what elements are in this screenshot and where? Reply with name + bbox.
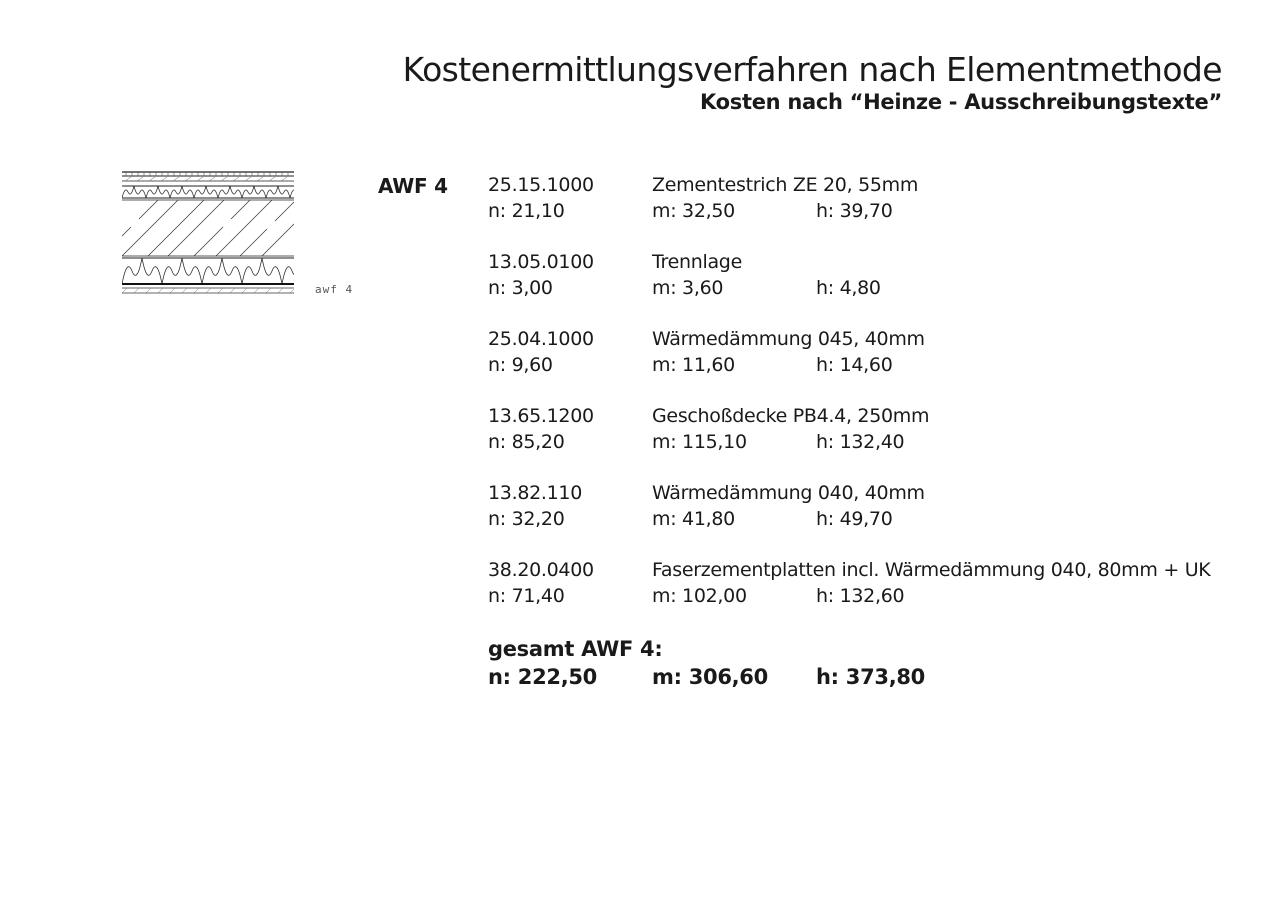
entry-value-m: m: 102,00 xyxy=(652,585,747,607)
entry-value-h: h: 49,70 xyxy=(816,508,893,530)
total-value-n: n: 222,50 xyxy=(488,665,597,689)
entry-value-m: m: 32,50 xyxy=(652,200,735,222)
page-subtitle: Kosten nach “Heinze - Ausschreibungstexte” xyxy=(700,90,1222,114)
entry-value-n: n: 32,20 xyxy=(488,508,565,530)
entry-description: Trennlage xyxy=(652,251,742,273)
entry-value-n: n: 21,10 xyxy=(488,200,565,222)
entry-description: Zementestrich ZE 20, 55mm xyxy=(652,174,919,196)
entry-code: 13.65.1200 xyxy=(488,405,594,427)
entry-value-h: h: 132,40 xyxy=(816,431,905,453)
entry-value-m: m: 41,80 xyxy=(652,508,735,530)
entry-description: Geschoßdecke PB4.4, 250mm xyxy=(652,405,930,427)
entry-code: 13.82.110 xyxy=(488,482,582,504)
entry-value-m: m: 115,10 xyxy=(652,431,747,453)
entry-value-n: n: 85,20 xyxy=(488,431,565,453)
diagram-label: awf 4 xyxy=(315,283,354,296)
entry-description: Wärmedämmung 045, 40mm xyxy=(652,328,925,350)
entry-code: 38.20.0400 xyxy=(488,559,594,581)
entry-value-n: n: 9,60 xyxy=(488,354,553,376)
page-title: Kostenermittlungsverfahren nach Elementmethode xyxy=(402,50,1222,89)
entry-code: 25.04.1000 xyxy=(488,328,594,350)
insulation-layer-bottom xyxy=(122,258,294,284)
entry-value-h: h: 132,60 xyxy=(816,585,905,607)
entry-value-n: n: 71,40 xyxy=(488,585,565,607)
concrete-slab-layer xyxy=(122,200,294,256)
entry-description: Wärmedämmung 040, 40mm xyxy=(652,482,925,504)
entry-value-n: n: 3,00 xyxy=(488,277,553,299)
screed-layer xyxy=(122,172,294,181)
section-label: AWF 4 xyxy=(378,174,448,198)
insulation-layer-top xyxy=(122,186,294,198)
total-value-m: m: 306,60 xyxy=(652,665,768,689)
entry-value-m: m: 11,60 xyxy=(652,354,735,376)
entry-code: 25.15.1000 xyxy=(488,174,594,196)
entry-value-h: h: 4,80 xyxy=(816,277,881,299)
total-value-h: h: 373,80 xyxy=(816,665,925,689)
entry-value-h: h: 39,70 xyxy=(816,200,893,222)
entry-value-h: h: 14,60 xyxy=(816,354,893,376)
entry-code: 13.05.0100 xyxy=(488,251,594,273)
entry-description: Faserzementplatten incl. Wärmedämmung 040, 80mm + UK xyxy=(652,559,1211,581)
total-label: gesamt AWF 4: xyxy=(488,637,663,661)
entry-value-m: m: 3,60 xyxy=(652,277,724,299)
wall-section-diagram xyxy=(122,170,294,298)
cladding-layer xyxy=(122,288,294,293)
